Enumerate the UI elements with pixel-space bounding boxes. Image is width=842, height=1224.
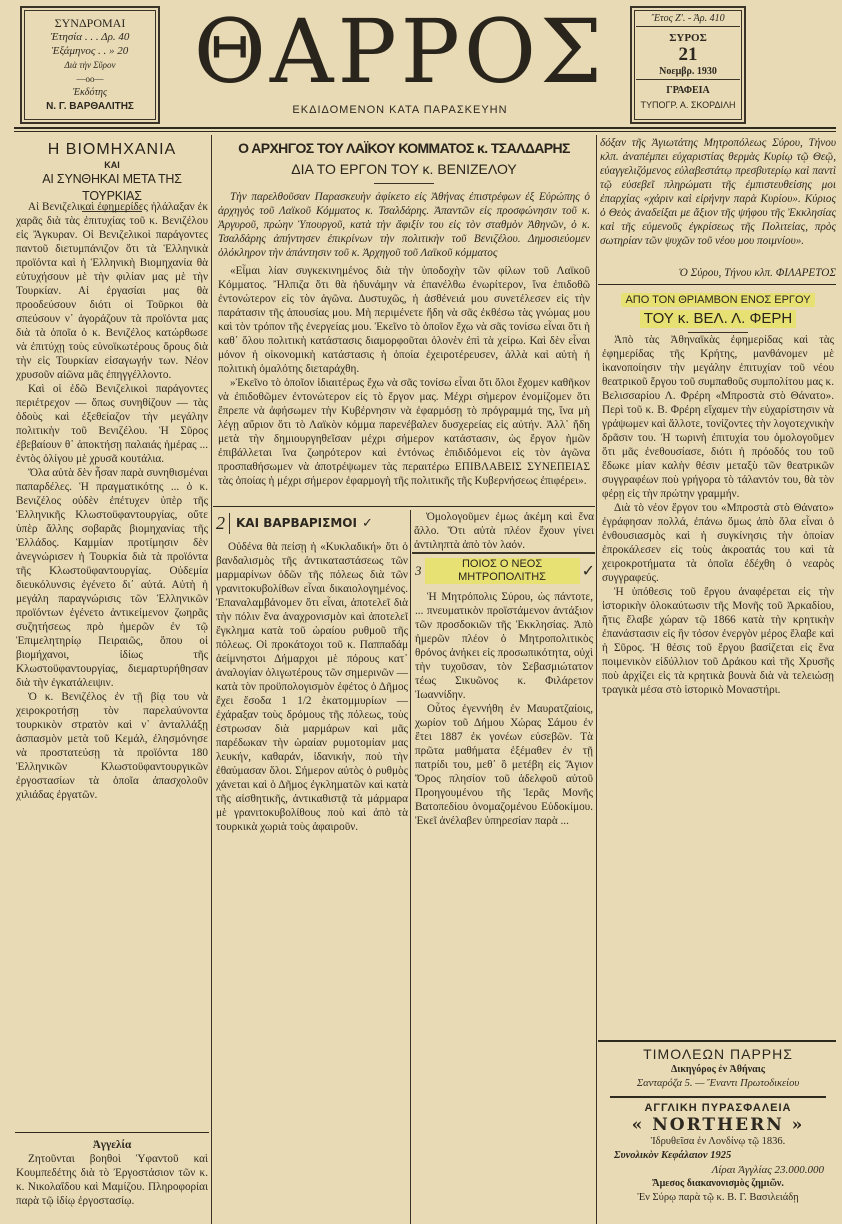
headline-line: ΑΙ ΣΥΝΘΗΚΑΙ ΜΕΤΑ ΤΗΣ ΤΟΥΡΚΙΑΣ <box>42 172 182 203</box>
handwritten-number: 3 <box>415 563 422 578</box>
ferris-article-body <box>602 333 834 1038</box>
issue-date: Νοεμβρ. 1930 <box>636 65 740 80</box>
paragraph: Καὶ οἱ ἐδῶ Βενιζελικοὶ παράγοντες περιέτρεχον — ὅπως συνηθίζουν — τὰς ὁδοὺς καὶ ἐξεθείαζον τὴν μεγάλην πολιτικὴν τοῦ Βενιζέλου. Ἡ Σῦρος ἐβεβαίουν θ᾽ ἀποκτήσῃ παλαιάς ἡμέρας ... ἐντὸς ὀλίγου μὲ χρυσᾶ κουτάλια. <box>16 383 208 465</box>
main-article-body <box>218 190 590 502</box>
subscriptions-heading: ΣΥΝΔΡΟΜΑΙ <box>54 16 126 30</box>
paragraph: Ὅλα αὐτὰ δὲν ἦσαν παρὰ συνηθισμέναι παπαρδέλες. Ἡ πραγματικότης ... ὁ κ. Βενιζέλος οὐδὲν ἐπέτυχεν ὑπὲρ τῆς Ἑλληνικῆς Κλωστοϋφαντουργίας, οὔτε ὑπὲρ ἄλλης σοβαρᾶς βιομηχανίας τῆς Ἑλλάδος. Καμμίαν προτίμησιν δὲν ἀνεγνώρισεν ἡ Τουρκία διὰ τὰ προϊόντα τῆς Κλωστοϋφαντουργίας. Οὐδεμία διευκόλυνσις ἐγένετο δι᾽ αὐτά. Αὐτὴ ἡ μεγάλη παραγνώρισις τῶν Ἑλληνικῶν προϊόντων ἐγένετο ἀντικείμενον ζωηρᾶς συζητήσεως πρὸ ἡμερῶν ἐν τῷ Ἐπιμελητηρίῳ Πειραιῶς, ὅπου οἱ βιομήχανοι, ἰδίως τῆς Κλωστοϋφαντουργίας, διεμαρτυρήθησαν διὰ τὴν ἐγκατάλειψιν. <box>16 467 208 689</box>
insurance-capital-label: Συνολικὸν Κεφάλαιον 1925 <box>614 1150 732 1161</box>
paragraph: Ἡ ὑπόθεσις τοῦ ἔργου ἀναφέρεται εἰς τὴν ἱστορικὴν ὁλοκαύτωσιν τῆς Μονῆς τοῦ Ἀρκαδίου, ἥτις ἔλαβε χώραν τῷ 1866 κατὰ τὴν κρητικὴν ἐπανάστασιν εἰς ἣν τόσον ἐνεργὸν μέρος ἔλαβε καὶ ἡ Σῦρος. Ἡ θέσις τοῦ ἔργου βασίζεται εἰς ἕνα ποιμενικὸν εἰδύλλιον τοῦ Δράκου καὶ τῆς Χρυσῆς ποὺ ἀρχίζει εἰς τὰ κρητικὰ βουνὰ διὰ νὰ τελειώσῃ τραγικὰ μέσα στὸ ἱστορικὸ Μοναστήρι. <box>602 586 834 696</box>
lawyer-address: Σανταρόζα 5. — Ἔναντι Πρωτοδικείου <box>636 1078 800 1089</box>
signature-text: Ὁ Σύρου, Τήνου κλπ. ΦΙΛΑΡΕΤΟΣ <box>678 267 836 279</box>
metropolitan-body <box>415 590 593 1224</box>
headline-line: ΑΠΟ ΤΟΝ ΘΡΙΑΜΒΟΝ ΕΝΟΣ ΕΡΓΟΥ <box>621 293 814 307</box>
insurance-founded: Ἱδρυθεῖσα ἐν Λονδίνῳ τῷ 1836. <box>650 1136 786 1147</box>
paragraph: »Ἐκεῖνο τὸ ὁποῖον ἰδιαιτέρως ἔχω νὰ σᾶς τονίσω εἶναι ὅτι ὅλοι ἔχομεν καθῆκον νὰ ἐπιδοθῶμεν ἐντονώτερον εἰς τὸ ἔργον μας. Μέχρι σήμερον ἐνομίζομεν ὅτι ἔπρεπε νὰ ἀφήσωμεν τὴν Κυβέρνησιν νὰ ἐφαρμόσῃ τὸ πρόγραμμά της, ἵνα μὴ λέγῃ αὔριον ὅτι τὸ Λαϊκὸν κόμμα παρενέβαλεν δυσχερείας εἰς αὐτήν. Ἀλλ᾽ ἤδη μετὰ τὴν δημιουργηθεῖσαν μέχρι σήμερον κατάστασιν, ὡς ἔργον ἡμῶν ἐπιβάλλεται ἵνα ζωηρότερον καὶ ἐντόνως ἐπιδιδόμενοι εἰς τὸν ἀγῶνα προσπαθήσωμεν νὰ ἀποτρέψωμεν τὰς περαιτέρω ΕΠΙΒΛΑΒΕΙΣ ΣΥΝΕΠΕΙΑΣ τὰς ὁποίας ἡ μέχρι σήμερον ἐφαρμογὴ τῆς πολιτικῆς τῆς Κυβερνήσεως ἐπιφέρει». <box>218 377 590 487</box>
handwritten-number: 2 <box>216 513 230 534</box>
subscription-scope: Διὰ τὴν Σῦρον <box>64 60 116 70</box>
publisher-label: Ἐκδότης <box>72 87 108 98</box>
paragraph: Διὰ τὸ νέον ἔργον του «Μπροστὰ στὸ Θάνατο» ἐγράφησαν πολλά, ἐπάνω ὅμως ἀπὸ ὅλα εἶναι ὁ ἐνθουσιασμὸς καὶ ἡ συγκίνησις τὴν ὁποίαν ἐπροκάλεσεν εἰς τοὺς ἀκροατάς του καὶ τὰ χειροκροτήματα τὰ ὁποῖα ἐδέχθη ὁ νεαρὸς συγγραφεύς. <box>602 502 834 584</box>
checkmark-icon: ✓ <box>581 563 595 580</box>
issue-box <box>630 6 746 124</box>
lawyer-ad <box>600 1046 836 1091</box>
lawyer-title: Δικηγόρος ἐν Ἀθήναις <box>670 1064 766 1075</box>
masthead-rule <box>14 127 836 129</box>
divider <box>213 506 595 507</box>
paragraph: Ἀπὸ τὰς Ἀθηναϊκὰς ἐφημερίδας καὶ τὰς ἐφημερίδας τῆς Κρήτης, μανθάνομεν μὲ ἱκανοποίησιν τὴν μεγάλην ἐπιτυχίαν τοῦ νέου θεατρικοῦ ἔργου τοῦ συμπαθοῦς συμπολίτου μας κ. Βελισσαρίου Λ. Φρέρη «Μπροστὰ στὸ Θάνατο». Περὶ τοῦ κ. Β. Φρέρη εἴχαμεν τὴν εὐχαρίστησιν νὰ γράψωμεν καὶ ἄλλοτε, τονίζοντες τὴν λογοτεχνικὴν δρᾶσιν του. Ἡ τωρινὴ ἐπιτυχία του ὁμολογοῦμεν ὅτι μᾶς ἐνεθουσίασε, διότι ἡ πρόοδός του τοῦ ἔδωκε μίαν καλὴν θέσιν μεταξὺ τῶν θεατρικῶν συγγραφέων ποὺ γρήγορα τὸ τάλαντόν του, θὰ τὸν φέρῃ εἰς τὴν πρώτην γραμμήν. <box>602 334 834 500</box>
headline-line: ΚΑΙ <box>104 160 120 170</box>
divider <box>15 1132 209 1133</box>
insurance-brand: « NORTHERN » <box>631 1115 805 1135</box>
divider <box>374 183 434 184</box>
publisher-name: Ν. Γ. ΒΑΡΘΑΛΙΤΗΣ <box>46 101 134 112</box>
checkmark-icon: ✓ <box>361 515 373 530</box>
headline-text: ΠΟΙΟΣ Ο ΝΕΟΣ ΜΗΤΡΟΠΟΛΙΤΗΣ <box>425 558 580 584</box>
column-divider <box>410 510 411 1224</box>
paragraph: Οὐδένα θὰ πείσῃ ἡ «Κυκλαδική» ὅτι ὁ βανδαλισμὸς τῆς ἀντικαταστάσεως τῶν μαρμαρίνων ὁδῶν τῆς πόλεως διὰ τῶν γρανιτοκυβολίθων εἶναι δικαιολογημένος. Ἐπαναλαμβάνομεν ὅτι εἶναι, ἀποτελεῖ διὰ τὴν πόλιν ἕνα ἀναχρονισμὸν καὶ ἀποτελεῖ ἔγκλημα κατὰ τοῦ ὡραίου ρυθμοῦ τῆς πόλεως. Οἱ προκάτοχοι τοῦ κ. Παππαδάμ ἀείμνηστοι Δήμαρχοι μὲ πόρους κατ᾽ ἀναλογίαν ὀλιγωτέρους τῶν σημερινῶν — κατὰ τὸν προϋπολογισμὸν ἐφέτος ὁ Δῆμος ἔχει ἔσοδα 1 1/2 ἑκατομμυρίων — ἐχάραξαν τοὺς δρόμους τῆς πόλεως, τοὺς ἐστρωσαν διὰ μαρμάρων καὶ μᾶς παρέδωκαν τὴν ὡραίαν ρυμοτομίαν μας λευκήν, καθαράν, ἰδανικήν, ποὺ τὴν ἐθαύμασαν ὅλοι. Σήμερον αὐτὸς ὁ ρυθμὸς χάνεται καὶ ὁ Δῆμος ἐγκληματῶν καὶ κατὰ τῆς αἰσθητικῆς, ἀντικαθιστᾷ τὰ μάρμαρα μὲ γρανιτοκυβολίθους ποὺ καὶ ἀπὸ τὰ τουρκικὰ χωριὰ τοὺς ἀφαιροῦν. <box>216 541 408 833</box>
left-article-body <box>16 200 208 1125</box>
paragraph: Ἡ Μητρόπολις Σύρου, ὡς πάντοτε, ... πνευματικὸν προϊστάμενον ἀντάξιον τῶν προσδοκιῶν τῆς Ἐκκλησίας. Ἀπὸ ἡμερῶν πλέον ὁ Μητροπολιτικὸς θρόνος ἀνήκει εἰς προσωπικότητα, οὐχὶ τὴν τυχοῦσαν, τὸν Σεβασμιώτατον τέως Σικυῶνος κ. Φιλάρετον Ἰωαννίδην. <box>415 591 593 701</box>
issue-place: ΣΥΡΟΣ <box>669 32 707 44</box>
insurance-ad <box>600 1101 836 1205</box>
barbarisms-headline <box>216 510 408 536</box>
divider <box>598 284 836 285</box>
notice <box>16 1138 208 1207</box>
metropolitan-headline <box>412 552 595 588</box>
column-divider <box>211 135 212 1224</box>
issue-number: Ἔτος Ζ'. - Ἀρ. 410 <box>636 12 740 27</box>
insurance-claims: Ἄμεσος διακανονισμὸς ζημιῶν. <box>652 1178 784 1189</box>
headline-line: Η ΒΙΟΜΗΧΑΝΙΑ <box>47 141 177 158</box>
insurance-title: ΑΓΓΛΙΚΗ ΠΥΡΑΣΦΑΛΕΙΑ <box>644 1102 792 1114</box>
offices-label: ΓΡΑΦΕΙΑ <box>666 85 710 96</box>
paragraph: Αἱ Βενιζελικαὶ ἐφημερίδες ἠλάλαξαν ἐκ χαρᾶς διὰ τὰς ἐπιτυχίας τοῦ κ. Βενιζέλου εἰς Ἄγκυραν. Οἱ Βενιζελικοὶ παράγοντες παντοῦ διετυμπάνιζον ὅτι τὰ Ἑλληνικὰ προϊόντα καὶ ἡ Ἑλληνικὴ Βιομηχανία θὰ εὐτυχήσουν μὲ τὴν φιλίαν μας μὲ τὴν Τουρκίαν. Αἱ ἐργασίαι μας θὰ προοδεύσουν διότι οἱ Τοῦρκοι θὰ σπεύσουν ν᾽ ἀγοράζουν τὰ προϊόντα μας διὰ τὰ ὁποῖα ὁ κ. Βενιζέλος κατώρθωσε νὰ ἐπιτύχῃ τοὺς εὐνοϊκωτέρους ὅρους διὰ τὴν εἰς Τουρκίαν εἰσαγωγήν των. Νέον χρυσοῦν αἰῶνα μᾶς ἐπηγγέλλοντο. <box>16 201 208 381</box>
barbarisms-continuation <box>414 510 594 552</box>
headline-line: Ο ΑΡΧΗΓΟΣ ΤΟΥ ΛΑΪΚΟΥ ΚΟΜΜΑΤΟΣ κ. ΤΣΑΛΔΑΡΗΣ <box>238 140 570 156</box>
paragraph: Οὗτος ἐγεννήθη ἐν Μαυρατζαίοις, χωρίον τοῦ Δήμου Χώρας Σάμου ἐν ἔτει 1887 ἐκ γονέων εὐσεβῶν. Τὰ πρῶτα μαθήματα ἐξέμαθεν ἐν τῇ πατρίδι του, μεθ᾽ ὃ μετέβη εἰς Ἅγιον Ὄρος πλησίον τοῦ ἀδελφοῦ αὐτοῦ Προηγουμένου τῆς Ἱερᾶς Μονῆς Βατοπεδίου ὀνομαζομένου Εὐδοκίμου. Ἐκεῖ ἀνέλαβεν ὑπηρεσίαν παρὰ ... <box>415 703 593 827</box>
subscription-yearly: Ἐτησία . . . Δρ. 40 <box>50 31 130 43</box>
paragraph: Ὁμολογοῦμεν ἐμως ἀκέμη καὶ ἕνα ἄλλο. Ὅτι αὐτὰ πλέον ἔχουν γίνει ἀντιληπτὰ ἀπὸ τὸν λαόν. <box>414 511 594 551</box>
lawyer-name: ΤΙΜΟΛΕΩΝ ΠΑΡΡΗΣ <box>643 1046 793 1062</box>
notice-title: Ἀγγελία <box>92 1139 132 1151</box>
issue-day: 21 <box>678 44 698 65</box>
insurance-capital: Λίραι Ἀγγλίας 23.000.000 <box>711 1164 824 1176</box>
headline-text: ΚΑΙ ΒΑΡΒΑΡΙΣΜΟΙ <box>236 516 357 530</box>
notice-text: Ζητοῦνται βοηθοὶ Ὑφαντοῦ καὶ Κουμπεδέτης διὰ τὸ Ἐργοστάσιον τῶν κ. κ. Νικολαΐδου καὶ Μαμίζου. Πληροφορίαι παρὰ τῷ ἰδίῳ ἐργοστασίῳ. <box>16 1153 208 1207</box>
paragraph: «Εἶμαι λίαν συγκεκινημένος διὰ τὴν ὑποδοχὴν τῶν φίλων τοῦ Λαϊκοῦ Κόμματος. Ἤλπιζα ὅτι θὰ ἠδυνάμην νὰ ἐπανέλθω ἐνωρίτερον, ἵνα ἐπιδοθῶ ἐντονώτερον εἰς τὸν ἀγῶνα. Δυστυχῶς, ἡ ἀσθένειά μου συνετέλεσεν εἰς τὴν παράτασιν τῆς ἀπουσίας μου. Μὴ περιμένετε ἤδη νὰ σᾶς ἐκθέσω τὰς γνώμας μου καὶ τὸν τρόπον τῆς ἐνεργείας μου. Ἐκεῖνο τὸ ὁποῖον ἔχω νὰ σᾶς τονίσω εἶναι ὅτι ἡ καθ᾽ ὅλου πολιτικὴ κατάστασις διαμορφοῦται ὁλονὲν ἐπὶ τὰ χείρω. Καὶ δὲν εἶναι μόνον ἡ οἰκονομικὴ κατάστασις ἡ ὁποία ἐχειροτέρευσεν, ἀλλὰ καὶ αὐτὴ ἡ πολιτικὴ ὁμαλότης διεταράχθη. <box>218 265 590 375</box>
headline-line: ΔΙΑ ΤΟ ΕΡΓΟΝ ΤΟΥ κ. ΒΕΝΙΖΕΛΟΥ <box>291 161 517 177</box>
metropolitan-letter-continuation <box>600 136 836 262</box>
offices-name: ΤΥΠΟΓΡ. Α. ΣΚΟΡΔΙΛΗ <box>640 100 736 110</box>
divider <box>598 1040 836 1042</box>
signature <box>600 266 836 282</box>
divider <box>610 1096 826 1098</box>
paragraph: δόξαν τῆς Ἀγιωτάτης Μητροπόλεως Σύρου, Τήνου κλπ. ἀναπέμπει εὐχαριστίας θερμὰς Κυρίῳ τῷ Θεῷ, εὐαγγελιζόμενος εὐλαβεστάτῳ πρεσβυτερίῳ καὶ παντὶ τῷ εὐσεβεῖ πληρώματι τῆς ἐμπιστευθείσης μοι ἐπαρχίας «χάριν καὶ εἰρήνην παρὰ Κυρίου». Κύριος ὁ Θεὸς ἀναδείξαι με ἄξιον τῆς ψήφου τῆς Ἐκκλησίας καὶ τῆς εὐμενοῦς ἐγκρίσεως τῆς Πολιτείας, πρὸς σωτηρίαν τῶν ψυχῶν τοῦ νέου μου ποιμνίου». <box>600 137 836 247</box>
barbarisms-body <box>216 540 408 1224</box>
headline-line: ΤΟΥ κ. ΒΕΛ. Λ. ΦΕΡΗ <box>640 310 797 328</box>
subscription-half-year: Ἑξάμηνος . . » 20 <box>51 45 129 57</box>
subscriptions-box <box>20 6 160 124</box>
divider: —oo— <box>76 74 104 84</box>
ferris-article-headline <box>600 290 836 333</box>
paragraph: Ὁ κ. Βενιζέλος ἐν τῇ βίᾳ του νὰ χειροκροτήσῃ τὸν παρελαύνοντα τουρκικὸν στρατὸν καὶ ν᾽ ἀνταλλάξῃ ἀσπασμὸν μετὰ τοῦ Κεμάλ, ἐλησμόνησε νὰ προστατεύσῃ τὰ προϊόντα 180 Ἑλληνικῶν Κλωστοϋφαντουργικῶν ἐργοστασίων τὰ ὁποῖα ἀπασχολοῦν χιλιάδας ἐργατῶν. <box>16 691 208 801</box>
newspaper-title: ΘΑΡΡΟΣ <box>193 0 607 103</box>
main-article-headline <box>213 137 595 184</box>
column-divider <box>596 135 597 1224</box>
insurance-agent: Ἐν Σύρῳ παρὰ τῷ κ. Β. Γ. Βασιλειάδῃ <box>637 1192 799 1203</box>
lead-paragraph: Τὴν παρελθοῦσαν Παρασκευὴν ἀφίκετο εἰς Ἀθήνας ἐπιστρέφων ἐξ Εὐρώπης ὁ ἀρχηγὸς τοῦ Λαϊκοῦ Κόμματος κ. Τσαλδάρης. Ἀπαντῶν εἰς προσφώνησιν τοῦ κ. Ἀργυροῦ, πρώην Ὑπουργοῦ, κατὰ τὴν ἄφιξίν του εἰς τὸν σταθμὸν Ἀθηνῶν, ὁ κ. Τσαλδάρης ἀπήντησεν ἐπικρίνων τὴν πολιτικὴν τοῦ Βενιζέλου. Δημοσιεύομεν ὁλόκληρον τὴν ἀπάντησιν τοῦ κ. Ἀρχηγοῦ τοῦ Λαϊκοῦ κόμματος <box>218 191 590 259</box>
masthead-rule-thin <box>14 131 836 132</box>
newspaper-subtitle: ΕΚΔΙΔΟΜΕΝΟΝ ΚΑΤΑ ΠΑΡΑΣΚΕΥΗΝ <box>292 104 508 116</box>
